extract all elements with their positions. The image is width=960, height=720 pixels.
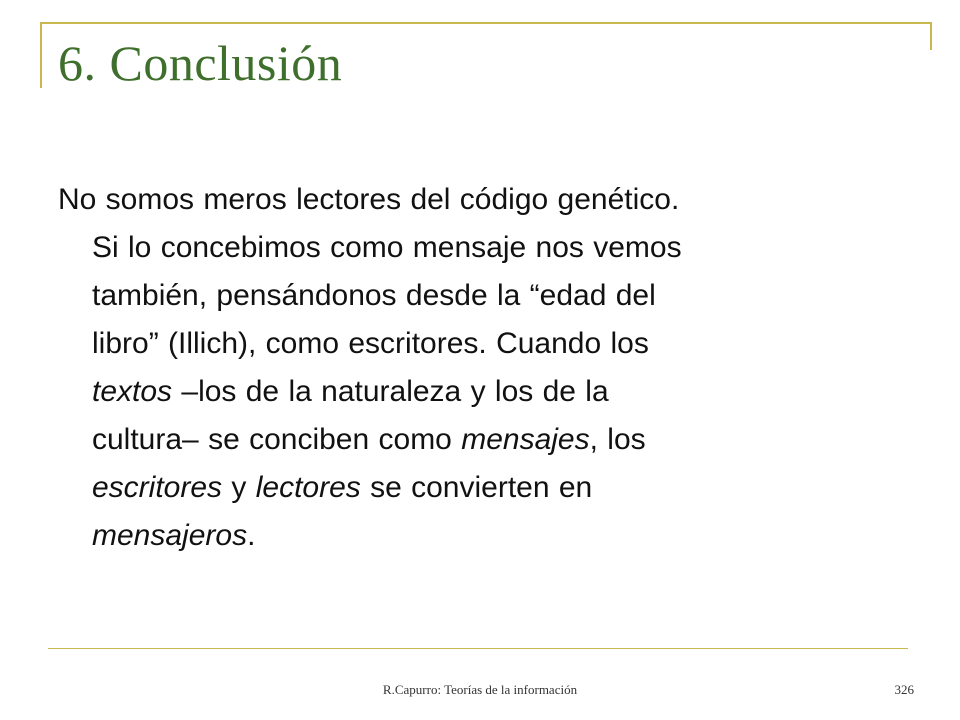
paragraph-line-1: No somos meros lectores del código genético. xyxy=(58,183,680,216)
italic-word: lectores xyxy=(255,471,361,504)
italic-word: textos xyxy=(92,375,173,408)
paragraph-line-4: libro” (Illich), como escritores. Cuando los xyxy=(92,327,649,360)
italic-word: escritores xyxy=(92,471,223,504)
text-run: . xyxy=(247,519,256,552)
paragraph-line-5 xyxy=(58,368,918,416)
footer-caption: R.Capurro: Teorías de la información xyxy=(382,682,578,697)
italic-word: mensajeros xyxy=(92,519,248,552)
frame-right-rule xyxy=(930,22,932,50)
italic-word: mensajes xyxy=(461,423,590,456)
footer-rule xyxy=(48,648,908,649)
text-run: se convierten en xyxy=(360,471,593,504)
paragraph-line-8 xyxy=(58,512,918,560)
page-number: 326 xyxy=(894,682,914,697)
paragraph-line-2: Si lo concebimos como mensaje nos vemos xyxy=(92,231,682,264)
body-paragraph xyxy=(58,176,918,560)
frame-left-rule xyxy=(40,22,42,88)
paragraph-line-3: también, pensándonos desde la “edad del xyxy=(92,279,656,312)
paragraph-line-6 xyxy=(58,416,918,464)
slide-title: 6. Conclusión xyxy=(58,35,343,91)
text-run: y xyxy=(222,471,256,504)
text-run: , los xyxy=(589,423,646,456)
text-run: cultura– se conciben como xyxy=(92,423,462,456)
paragraph-line-7 xyxy=(58,464,918,512)
text-run: –los de la naturaleza y los de la xyxy=(172,375,609,408)
frame-top-rule xyxy=(40,22,932,24)
